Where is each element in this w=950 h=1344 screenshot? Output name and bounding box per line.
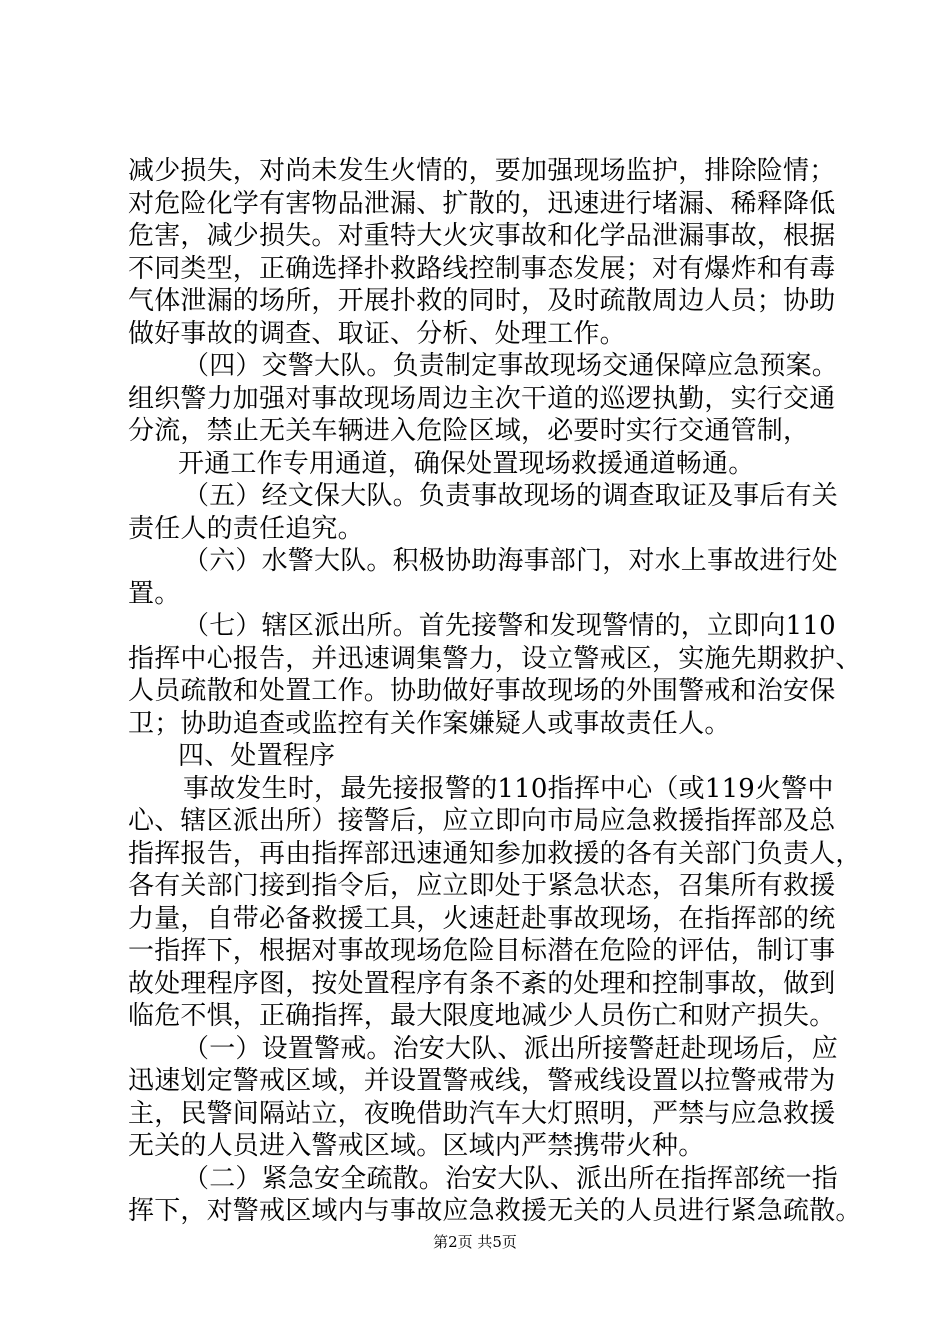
text-line: 各有关部门接到指令后，应立即处于紧急状态，召集所有救援 (128, 871, 836, 901)
text-line: 指挥报告，再由指挥部迅速通知参加救援的各有关部门负责人， (128, 838, 862, 869)
text-line: 危害，减少损失。对重特大火灾事故和化学品泄漏事故，根据 (128, 221, 836, 251)
text-line: 做好事故的调查、取证、分析、处理工作。 (128, 318, 626, 349)
text-line: 无关的人员进入警戒区域。区域内严禁携带火种。 (128, 1131, 705, 1161)
text-line: （一）设置警戒。治安大队、派出所接警赶赴现场后，应 (183, 1033, 839, 1064)
text-line: 组织警力加强对事故现场周边主次干道的巡逻执勤，实行交通 (128, 383, 836, 414)
text-line: 一指挥下，根据对事故现场危险目标潜在危险的评估，制订事 (128, 936, 836, 966)
text-line: 力量，自带必备救援工具，火速赶赴事故现场，在指挥部的统 (128, 903, 836, 934)
text-line: 主，民警间隔站立，夜晚借助汽车大灯照明，严禁与应急救援 (128, 1098, 836, 1129)
text-line: 责任人的责任追究。 (128, 513, 364, 544)
text-line: 气体泄漏的场所，开展扑救的同时，及时疏散周边人员；协助 (128, 286, 836, 316)
text-line: 人员疏散和处置工作。协助做好事故现场的外围警戒和治安保 (128, 676, 836, 706)
text-line: 事故发生时，最先接报警的110指挥中心（或119火警中 (183, 773, 834, 804)
text-line: 挥下，对警戒区域内与事故应急救援无关的人员进行紧急疏散。 (128, 1196, 862, 1226)
text-line: （二）紧急安全疏散。治安大队、派出所在指挥部统一指 (183, 1163, 839, 1194)
text-line: 卫；协助追查或监控有关作案嫌疑人或事故责任人。 (128, 708, 731, 739)
text-line: 心、辖区派出所）接警后，应立即向市局应急救援指挥部及总 (128, 806, 836, 836)
text-line: 对危险化学有害物品泄漏、扩散的，迅速进行堵漏、稀释降低 (128, 188, 836, 219)
text-line: 分流，禁止无关车辆进入危险区域，必要时实行交通管制， (128, 416, 810, 446)
text-line: 开通工作专用通道，确保处置现场救援通道畅通。 (178, 448, 755, 479)
text-line: 不同类型，正确选择扑救路线控制事态发展；对有爆炸和有毒 (128, 253, 836, 284)
text-line: 指挥中心报告，并迅速调集警力，设立警戒区，实施先期救护、 (128, 643, 862, 674)
text-line: （五）经文保大队。负责事故现场的调查取证及事后有关 (183, 481, 839, 511)
page-footer: 第2页 共5页 (433, 1233, 517, 1251)
text-line: 置。 (128, 578, 181, 609)
text-line: （四）交警大队。负责制定事故现场交通保障应急预案。 (183, 351, 839, 381)
body-text (128, 155, 862, 1228)
text-line: （七）辖区派出所。首先接警和发现警情的，立即向110 (183, 611, 836, 641)
section-heading: 四、处置程序 (178, 741, 336, 771)
text-line: 减少损失，对尚未发生火情的，要加强现场监护，排除险情； (128, 156, 836, 186)
text-line: 迅速划定警戒区域，并设置警戒线，警戒线设置以拉警戒带为 (128, 1066, 836, 1096)
text-line: （六）水警大队。积极协助海事部门，对水上事故进行处 (183, 546, 839, 576)
text-line: 临危不惧，正确指挥，最大限度地减少人员伤亡和财产损失。 (128, 1001, 836, 1031)
text-line: 故处理程序图，按处置程序有条不紊的处理和控制事故，做到 (128, 968, 836, 999)
